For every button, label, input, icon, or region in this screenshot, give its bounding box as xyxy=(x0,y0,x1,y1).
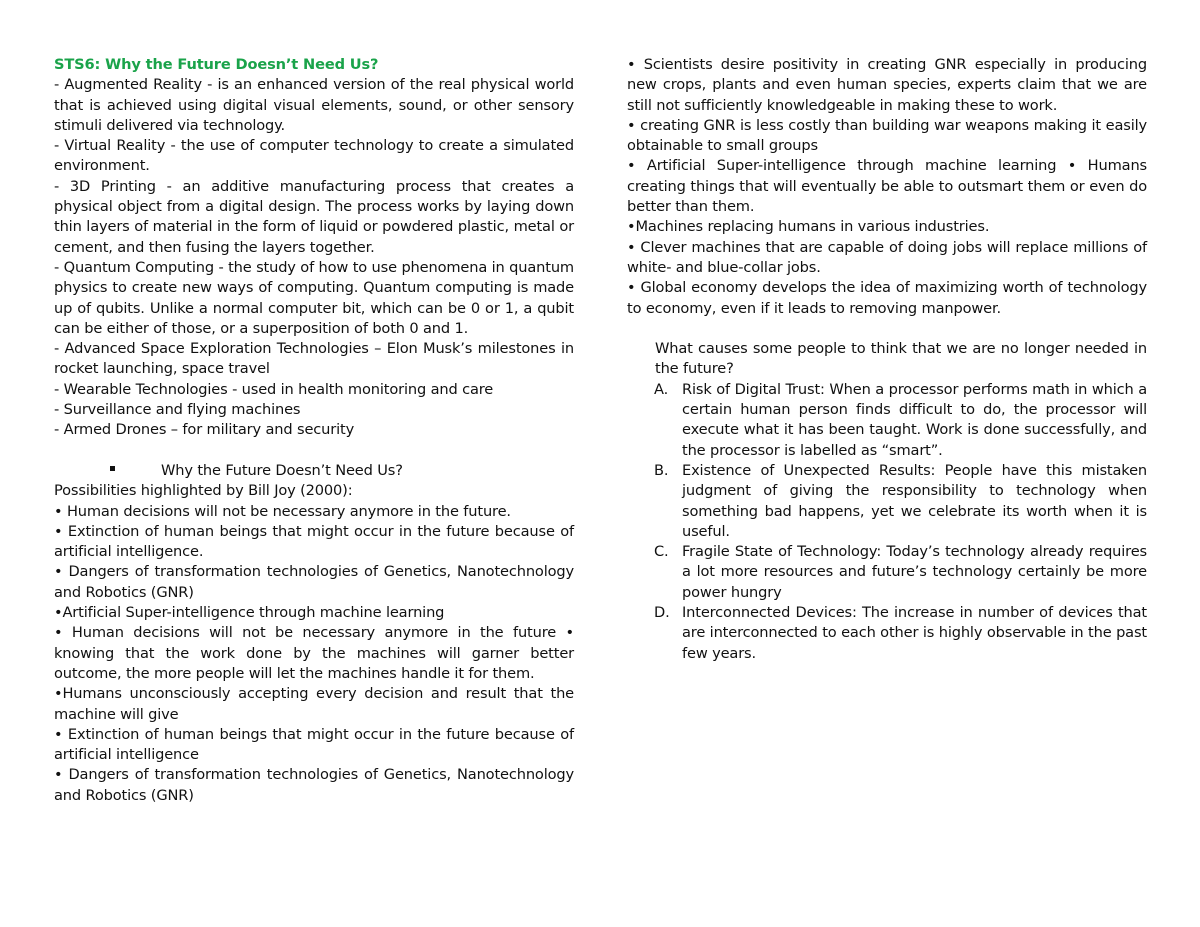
left-column xyxy=(54,55,574,806)
answer-marker: D. xyxy=(654,604,670,622)
right-column xyxy=(627,55,1147,664)
right-bullet-item: • Artificial Super-intelligence through machine learning • Humans creating things that will eventually be able to outsmart them or even do better than them. xyxy=(627,157,1147,216)
answer-text: Existence of Unexpected Results: People have this mistaken judgment of giving the responsibility to technology when something bad happens, yet we celebrate its worth when it is useful. xyxy=(682,461,1147,540)
right-bullet-item: • Global economy develops the idea of maximizing worth of technology to economy, even if it leads to removing manpower. xyxy=(627,279,1147,317)
possibility-item: • Extinction of human beings that might occur in the future because of artificial intelligence. xyxy=(54,522,574,561)
paragraph-quantum-computing: - Quantum Computing - the study of how to use phenomena in quantum physics to create new ways of computing. Quantum computing is made up of qubits. Unlike a normal computer bit, which can be 0 or 1, a qubit can be either of those, or a superposition of both 0 and 1. xyxy=(54,258,574,337)
answer-item xyxy=(627,603,1147,664)
spacer xyxy=(627,319,1147,339)
paragraph-3d-printing: - 3D Printing - an additive manufacturing process that creates a physical object from a digital design. The process works by laying down thin layers of material in the form of liquid or powdered plastic, metal or cement, and then fusing the layers together. xyxy=(54,177,574,256)
paragraph-wearable-technologies: - Wearable Technologies - used in health monitoring and care xyxy=(54,380,494,398)
answer-marker: B. xyxy=(654,461,669,479)
answer-item xyxy=(627,380,1147,461)
answer-marker: C. xyxy=(654,543,669,561)
possibility-item: • Human decisions will not be necessary anymore in the future. xyxy=(54,502,511,520)
paragraph-space-exploration: - Advanced Space Exploration Technologies – Elon Musk’s milestones in rocket launching, space travel xyxy=(54,340,574,378)
spacer xyxy=(54,441,574,461)
paragraph-virtual-reality: - Virtual Reality - the use of computer technology to create a simulated environment. xyxy=(54,137,574,175)
square-bullet-icon xyxy=(110,466,115,471)
possibility-item: • Dangers of transformation technologies of Genetics, Nanotechnology and Robotics (GNR) xyxy=(54,563,574,601)
possibility-item: •Humans unconsciously accepting every decision and result that the machine will give xyxy=(54,685,574,723)
right-bullet-item: • Scientists desire positivity in creating GNR especially in producing new crops, plants and even human species, experts claim that we are still not sufficiently knowledgeable in making these to work. xyxy=(627,56,1147,114)
answer-text: Risk of Digital Trust: When a processor performs math in which a certain human person finds difficult to do, the processor will execute what it has been taught. Work is done successfully, and the processor is labelled as “smart”. xyxy=(682,380,1147,459)
answer-item xyxy=(627,542,1147,603)
paragraph-augmented-reality: - Augmented Reality - is an enhanced version of the real physical world that is achieved using digital visual elements, sound, or other sensory stimuli delivered via technology. xyxy=(54,76,574,134)
possibility-item: • Extinction of human beings that might occur in the future because of artificial intelligence xyxy=(54,725,574,764)
possibility-item: • Dangers of transformation technologies of Genetics, Nanotechnology and Robotics (GNR) xyxy=(54,766,574,804)
document-title: STS6: Why the Future Doesn’t Need Us? xyxy=(54,56,379,73)
right-bullet-item: • Clever machines that are capable of doing jobs will replace millions of white- and blue-collar jobs. xyxy=(627,238,1147,276)
answer-marker: A. xyxy=(654,380,669,398)
paragraph-surveillance: - Surveillance and flying machines xyxy=(54,401,301,419)
subheading-text: Why the Future Doesn’t Need Us? xyxy=(161,461,403,479)
answer-text: Interconnected Devices: The increase in number of devices that are interconnected to each other is highly observable in the past few years. xyxy=(682,604,1147,662)
paragraph-armed-drones: - Armed Drones – for military and security xyxy=(54,421,355,439)
answer-item xyxy=(627,461,1147,542)
subheading xyxy=(54,461,574,481)
possibility-item: • Human decisions will not be necessary anymore in the future • knowing that the work done by the machines will garner better outcome, the more people will let the machines handle it for them. xyxy=(54,624,574,682)
right-bullet-item: • creating GNR is less costly than building war weapons making it easily obtainable to small groups xyxy=(627,116,1147,155)
possibility-item: •Artificial Super-intelligence through machine learning xyxy=(54,604,445,622)
answer-list xyxy=(627,380,1147,664)
answer-text: Fragile State of Technology: Today’s technology already requires a lot more resources and future’s technology certainly be more power hungry xyxy=(682,543,1147,601)
possibilities-intro: Possibilities highlighted by Bill Joy (2000): xyxy=(54,482,353,500)
question-text: What causes some people to think that we are no longer needed in the future? xyxy=(655,340,1147,378)
right-bullet-item: •Machines replacing humans in various industries. xyxy=(627,218,990,236)
